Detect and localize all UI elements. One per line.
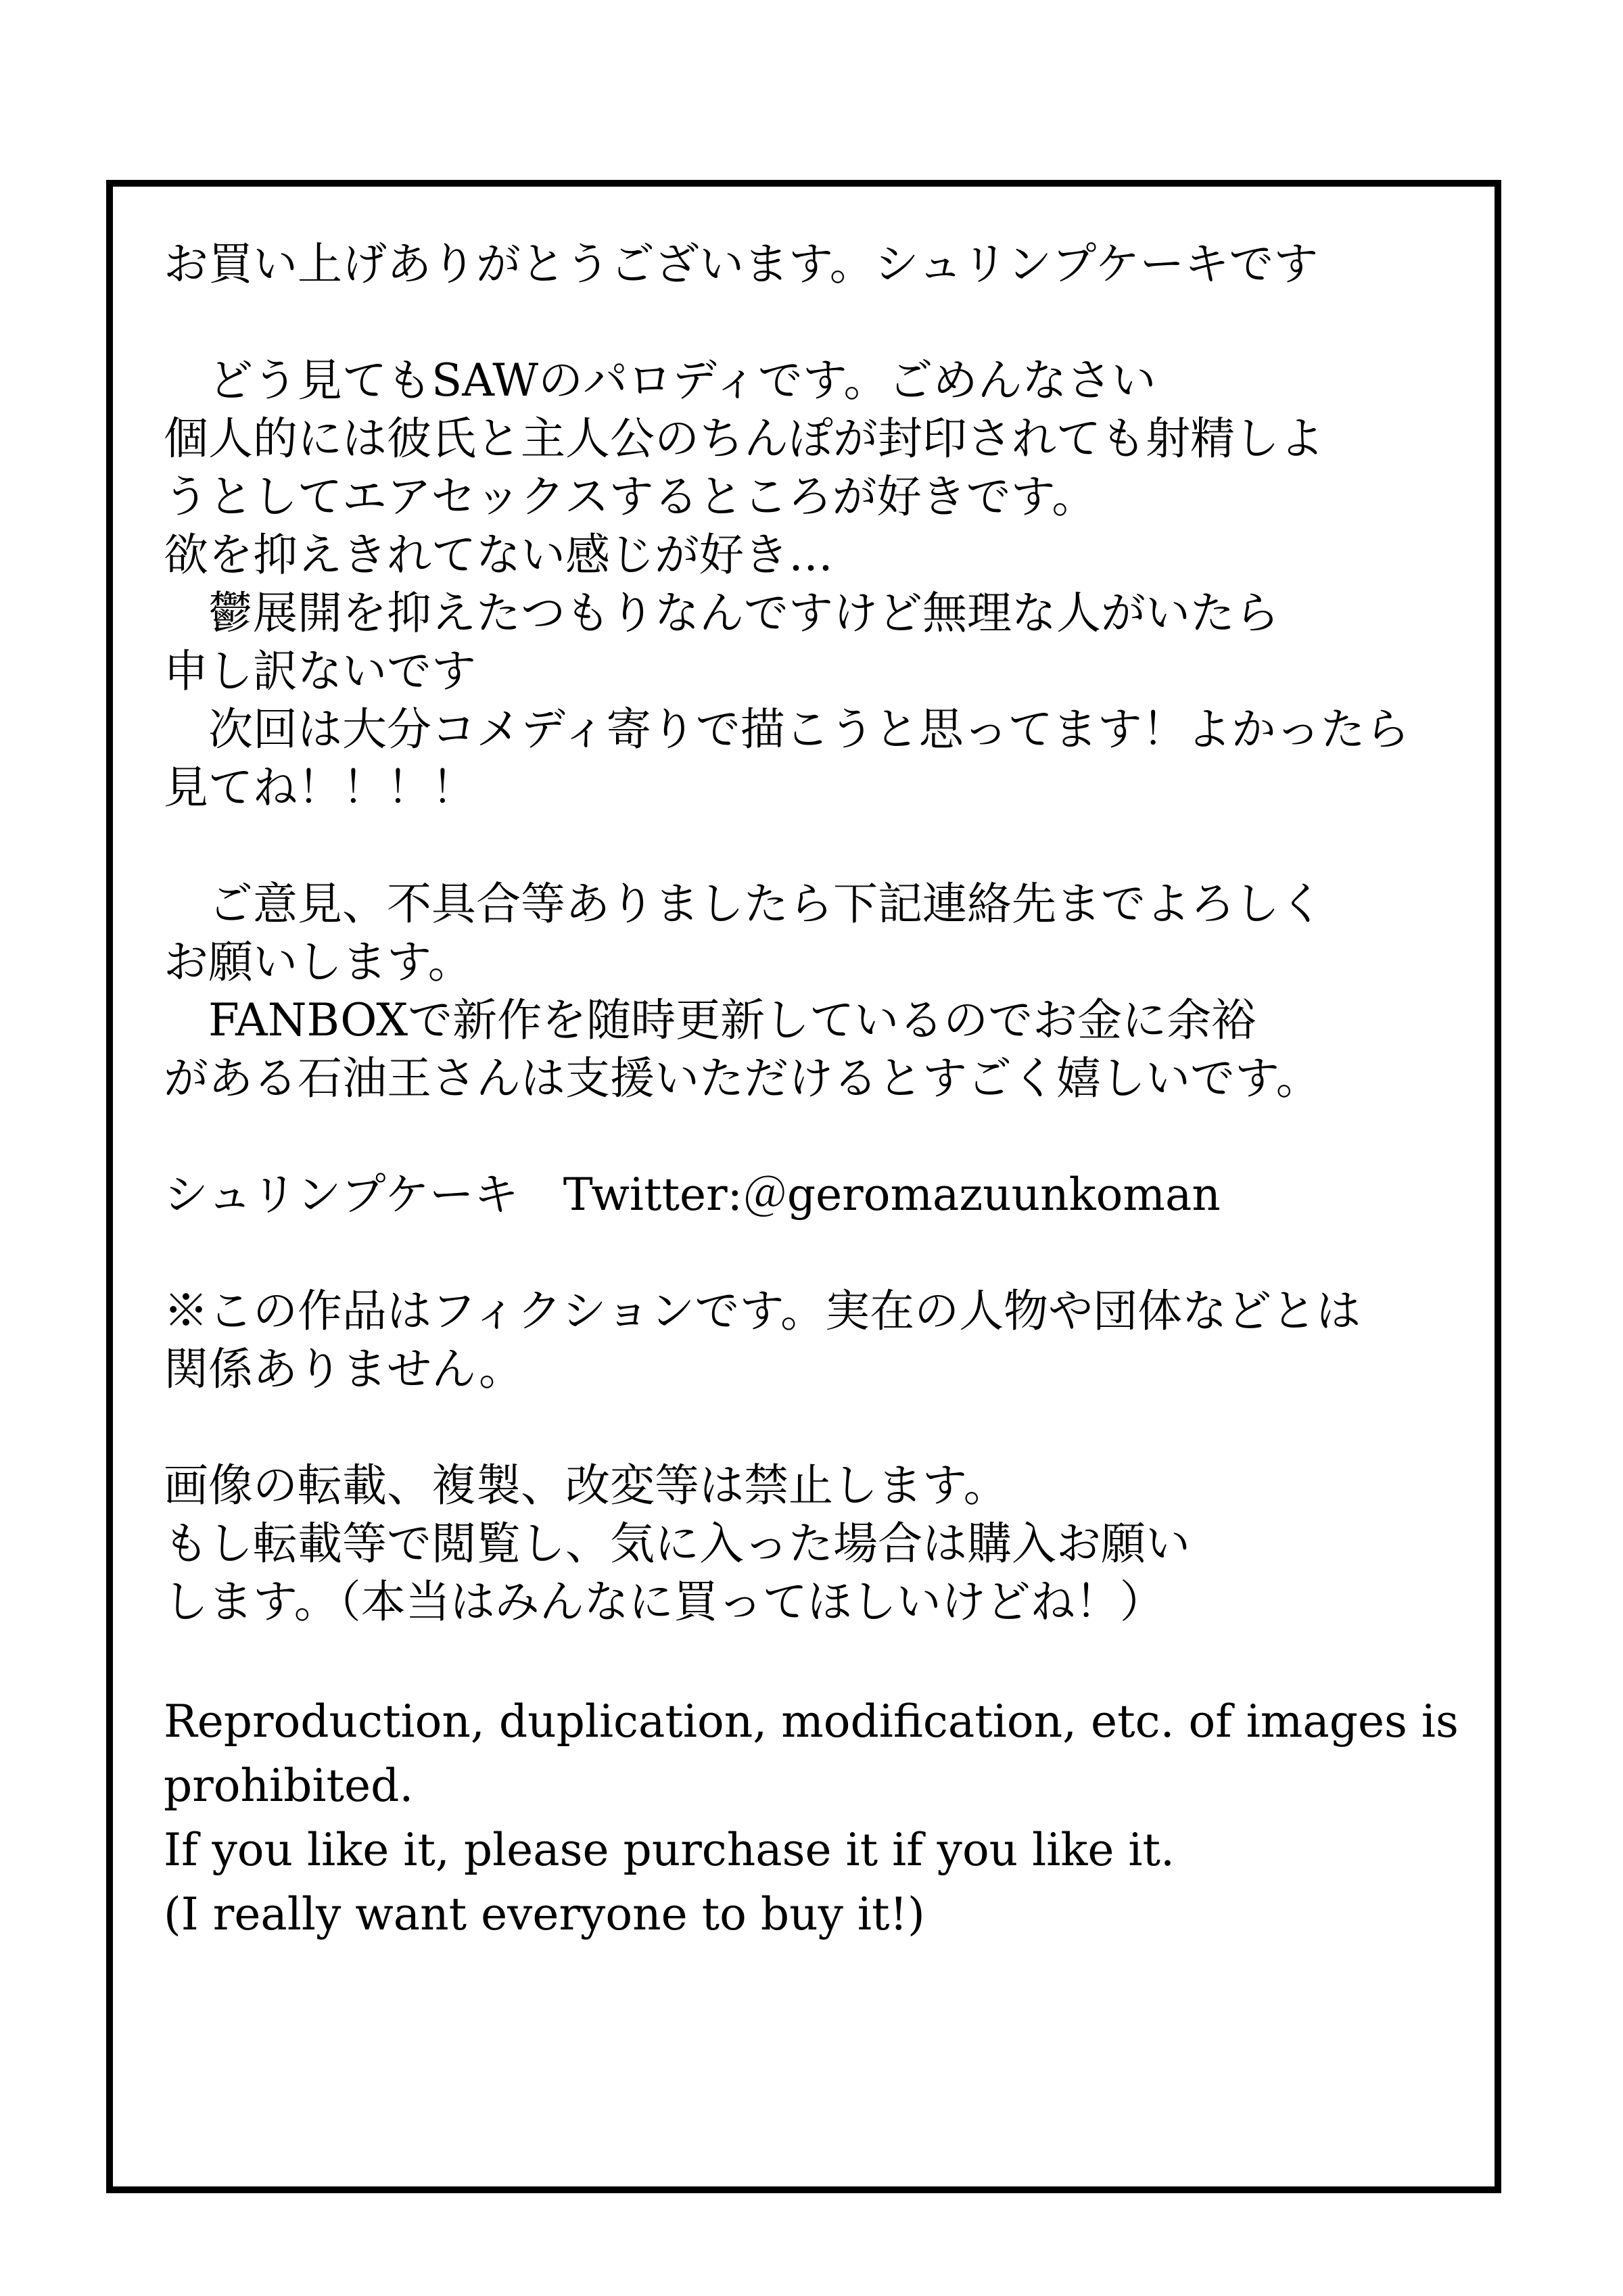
intro-line: 個人的には彼氏と主人公のちんぽが封印されても射精しよ (164, 413, 1324, 465)
prohibition-jp-line: 画像の転載、複製、改変等は禁止します。 (164, 1459, 1008, 1512)
feedback-line: がある石油王さんは支援いただけるとすごく嬉しいです。 (164, 1052, 1321, 1104)
spacer (164, 1224, 1476, 1282)
prohibition-en-section (164, 1689, 1476, 1946)
spacer (164, 1399, 1476, 1457)
intro-line: 欲を抑えきれてない感じが好き… (164, 529, 833, 581)
contact-line: シュリンプケーキ Twitter:＠geromazuunkoman (164, 1169, 1221, 1221)
prohibition-jp-line: もし転載等で閲覧し、気に入った場合は購入お願い (164, 1518, 1190, 1570)
afterword-frame (106, 180, 1501, 2193)
disclaimer-section (164, 1282, 1476, 1399)
intro-line: 次回は大分コメディ寄りで描こうと思ってます！よかったら (164, 703, 1410, 755)
prohibition-en-line: prohibited. (164, 1760, 414, 1812)
intro-line: 申し訳ないです (164, 645, 476, 697)
intro-line: うとしてエアセックスするところが好きです。 (164, 471, 1097, 523)
prohibition-en-line: Reproduction, duplication, modification, etc. of images is (164, 1695, 1459, 1748)
intro-line: 鬱展開を抑えたつもりなんですけど無理な人がいたら (164, 587, 1279, 639)
feedback-section (164, 875, 1476, 1108)
intro-line: 見てね！！！！ (164, 762, 476, 814)
intro-line: どう見てもSAWのパロディです。ごめんなさい (164, 354, 1156, 406)
feedback-line: ご意見、不具合等ありましたら下記連絡先までよろしく (164, 878, 1324, 930)
afterword-text (164, 235, 1476, 1946)
spacer (164, 294, 1476, 352)
spacer (164, 817, 1476, 875)
feedback-line: お願いします。 (164, 936, 473, 988)
prohibition-en-line: (I really want everyone to buy it!) (164, 1888, 925, 1940)
prohibition-en-line: If you like it, please purchase it if you like it. (164, 1824, 1175, 1876)
spacer (164, 1631, 1476, 1689)
spacer (164, 1108, 1476, 1166)
greeting-line: お買い上げありがとうございます。シュリンプケーキです (164, 238, 1319, 290)
prohibition-jp-line: します。（本当はみんなに買ってほしいけどね！） (164, 1576, 1165, 1628)
intro-section (164, 352, 1476, 817)
prohibition-jp-section (164, 1457, 1476, 1631)
disclaimer-line: 関係ありません。 (164, 1343, 523, 1395)
disclaimer-line: ※この作品はフィクションです。実在の人物や団体などとは (164, 1285, 1361, 1337)
feedback-line: FANBOXで新作を随時更新しているのでお金に余裕 (164, 994, 1256, 1046)
